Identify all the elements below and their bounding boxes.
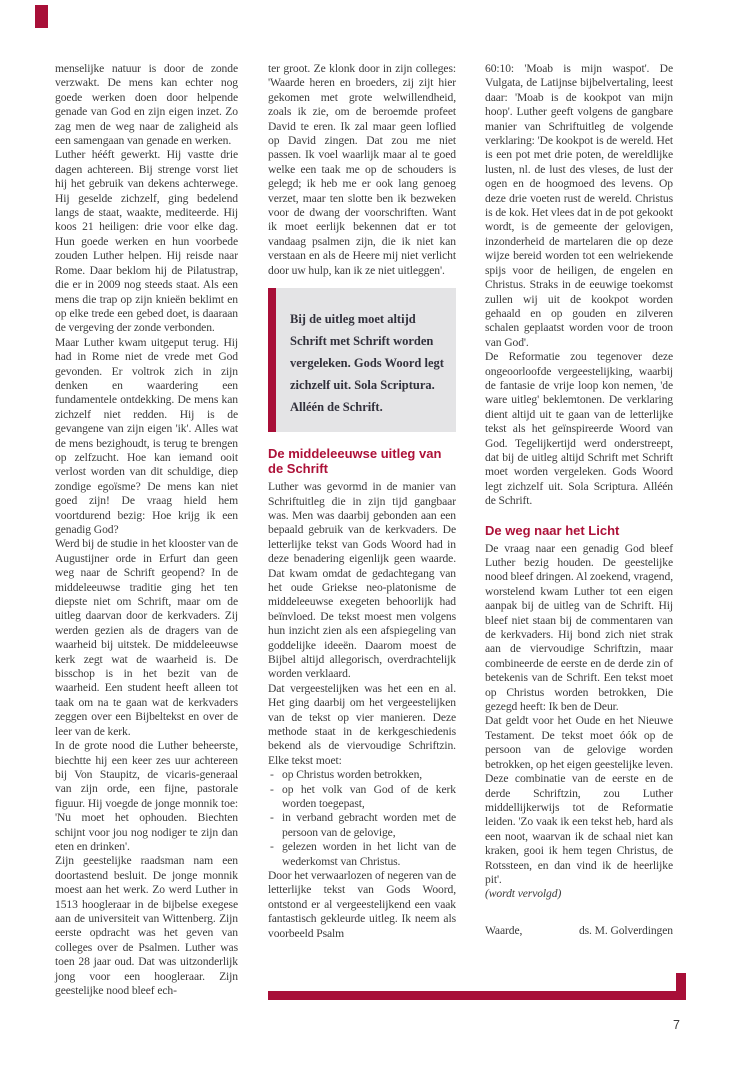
body-paragraph: menselijke natuur is door de zonde verzwakt. De mens kan echter nog goede werken doen door helpende genade van God en zijn eigen inzet. Zo zag men de weg naar de zaligheid als een samengaan van genade en werken.	[55, 62, 238, 148]
text-column-middle	[268, 62, 456, 941]
signature-author: ds. M. Golverdingen	[578, 923, 673, 937]
body-paragraph: De vraag naar een genadig God bleef Luther bezig houden. De geestelijke nood bleef dringen. Al zoekend, vragend, worstelend kwam Luther tot een eigen aanpak bij de uitleg van de Schrift. Hij bleef niet staan bij de commentaren van de kerkvaders. Hij bond zich niet strak aan de viervoudige Schriftzin, maar combineerde de eerste en de derde zin of betekenis van de Schrift. Een tekst moet op Christus worden betrokken, Die gezegd heeft: Ik ben de Deur.	[485, 541, 673, 714]
section-heading-middeleeuwse-uitleg: De middeleeuwse uitleg van de Schrift	[268, 446, 442, 477]
body-paragraph: Luther hééft gewerkt. Hij vastte drie dagen achtereen. Bij strenge vorst liet hij het gebruik van dekens achterwege. Hij geselde zichzelf, ging bedelend langs de staat, waakte, mediteerde. Hij koos 21 heiligen: drie voor elke dag. Hun goede werken en hun voorbede zouden Luther helpen. Hij reisde naar Rome. Daar beklom hij de Pilatustrap, die er in 2009 nog steeds staat. Als een mens die trap op zijn knieën beklimt en op elke trede een gebed doet, is daaraan de vergeving der zonde verbonden.	[55, 148, 238, 335]
body-paragraph: Luther was gevormd in de manier van Schriftuitleg die in zijn tijd gangbaar was. Men was daarbij gebonden aan een bepaald gebruik van de kerkvaders. De letterlijke tekst van Gods Woord had in deze benadering eigenlijk geen waarde. Dat kwam omdat de gedachtegang van het oude Griekse neo-platonisme de middeleeuwse exegeten behoorlijk had beïnvloed. De tekst moest men volgens hun inzicht zien als een afspiegeling van goddelijke ideeën. Daarom moest de Bijbel altijd allegorisch, overdrachtelijk worden verklaard.	[268, 480, 456, 681]
signature-row	[485, 924, 673, 938]
section-heading-weg-naar-het-licht: De weg naar het Licht	[485, 522, 620, 538]
body-paragraph: Werd bij de studie in het klooster van de Augustijner orde in Erfurt dan geen weg naar de Schrift geopend? In de middeleeuwse traditie ging het ten diepste niet om Schrift, maar om de uitleg daarvan door de kerkvaders. Zij werden gezien als de dragers van de waarheid bij uitstek. De middeleeuwse kerk zegt wat de waarheid is. De bisschop is in het bezit van de waarheid. Een student heeft alleen tot taak om na te gaan wat de kerkvaders zeggen over een Bijbeltekst en over de leer van de kerk.	[55, 537, 238, 738]
body-paragraph: Dat geldt voor het Oude en het Nieuwe Testament. De tekst moet óók op de persoon van de gelovige worden betrokken, op het eigen geestelijke leven. Deze combinatie van de eerste en de derde Schriftzin, zou Luther middellijkerwijs tot de Reformatie leiden. 'Zo vaak ik een tekst heb, hard als een noot, waarvan ik de schaal niet kan kraken, gooi ik hem tegen Christus, de Rotssteen, en dan vind ik de heerlijke pit'.	[485, 714, 673, 886]
pull-quote: Bij de uitleg moet altijd Schrift met Schrift worden vergeleken. Gods Woord legt zichzelf uit. Sola Scriptura. Alléén de Schrift.	[268, 288, 456, 432]
footer-rule-tab	[676, 973, 686, 1000]
signature-salutation: Waarde,	[485, 923, 523, 937]
list-item: - op Christus worden betrokken,	[268, 768, 456, 782]
page-corner-mark	[35, 5, 48, 28]
text-column-left	[55, 62, 238, 998]
body-paragraph: Dat vergeestelijken was het een en al. Het ging daarbij om het vergeestelijken van de tekst op vier manieren. Deze methode staat in de kerkgeschiedenis bekend als de viervoudige Schriftzin. Elke tekst moet:	[268, 681, 456, 767]
dash-list	[268, 768, 456, 869]
list-item: - in verband gebracht worden met de persoon van de gelovige,	[268, 811, 456, 840]
list-item: - op het volk van God of de kerk worden toegepast,	[268, 783, 456, 812]
body-paragraph: Door het verwaarlozen of negeren van de letterlijke tekst van Gods Woord, ontstond er al vergeestelijkend een vaak fantastisch gekleurde uitleg. Ik neem als voorbeeld Psalm	[268, 869, 456, 940]
body-paragraph: De Reformatie zou tegenover deze ongeoorloofde vergeestelijking, waarbij de fantasie de vrije loop kon nemen, 'de ware uitleg' beklemtonen. De verklaring dient altijd uit te gaan van de letterlijke tekst als het geïnspireerde Woord van God. Tegelijkertijd werd onderstreept, dat bij de uitleg altijd Schrift met Schrift moet worden vergeleken. Gods Woord legt zichzelf uit. Sola Scriptura. Alléén de Schrift.	[485, 350, 673, 508]
body-paragraph: 60:10: 'Moab is mijn waspot'. De Vulgata, de Latijnse bijbelvertaling, leest daar: 'Moab is de kookpot van mijn hoop'. Luther geeft volgens de gangbare manier van Schriftuitleg de volgende verklaring: 'De kookpot is de wereld. Het is een pot met drie poten, de wereldlijke lusten, nl. de lust des vleses, de lust der ogen en de hoogmoed des levens. Op deze drie voeten rust de wereld. Christus is de kok. Het vlees dat in de pot gekookt wordt, is de gemeente der gelovigen, inzonderheid de martelaren die op deze wijze bereid worden tot een welriekende spijs voor de heiligen, de engelen en Christus. Straks in de eeuwige toekomst zullen wij uit de kookpot worden gehaald en op gouden en zilveren schalen geplaatst worden voor de troon van God'.	[485, 62, 673, 349]
list-item: - gelezen worden in het licht van de wederkomst van Christus.	[268, 840, 456, 869]
continuation-note: (wordt vervolgd)	[485, 887, 562, 901]
body-paragraph: Zijn geestelijke raadsman nam een doortastend besluit. De jonge monnik moest aan het werk. Zo werd Luther in 1513 hoogleraar in de bijbelse exegese aan de universiteit van Wittenberg. Zijn eerste opdracht was het geven van colleges over de Psalmen. Luther was toen 28 jaar oud. Dat was uitzonderlijk jong voor een hoogleraar. Zijn geestelijke nood bleef ech-	[55, 854, 238, 997]
footer-rule	[268, 991, 686, 1000]
body-paragraph: ter groot. Ze klonk door in zijn colleges: 'Waarde heren en broeders, zij zijt hier gekomen met grote welwillendheid, zoals ik zie, om de beroemde profeet David te eren. Ik zal maar geen loflied op David zingen. Dat zou me niet passen. Ik voel waarlijk maar al te goed welke een taak me op de schouders is gelegd; ik heb me er ook lang genoeg verzet, maar ten slotte ben ik bezweken voor de dwang der voorschriften. Want ik moet eerlijk bekennen dat er tot vandaag psalmen zijn, die ik niet kan verstaan en als de Heere mij niet verlicht door uw hulp, kan ik ze niet uitleggen'.	[268, 62, 456, 277]
text-column-right	[485, 62, 673, 938]
body-paragraph: In de grote nood die Luther beheerste, biechtte hij een keer zes uur achtereen bij Von Staupitz, de vicaris-generaal van zijn orde, een fijne, pastorale figuur. Hij voegde de jonge monnik toe: 'Nu moet het ophouden. Biechten schijnt voor jou nog nodiger te zijn dan eten en drinken'.	[55, 739, 238, 853]
body-paragraph: Maar Luther kwam uitgeput terug. Hij had in Rome niet de vrede met God gevonden. Er voltrok zich in zijn denken en waardering een fundamentele ontdekking. De mens kan zichzelf niet redden. Hij is de gevangene van zijn eigen 'ik'. Alles wat de mens bezighoudt, is terug te brengen op zelfzucht. Hoe kan iemand ooit verlost worden van dit schuldige, diep zondige egoïsme? De mens kan niet goed zijn! De vraag hield hem voortdurend bezig: Hoe krijg ik een genadig God?	[55, 335, 238, 536]
page-number: 7	[673, 1018, 680, 1032]
